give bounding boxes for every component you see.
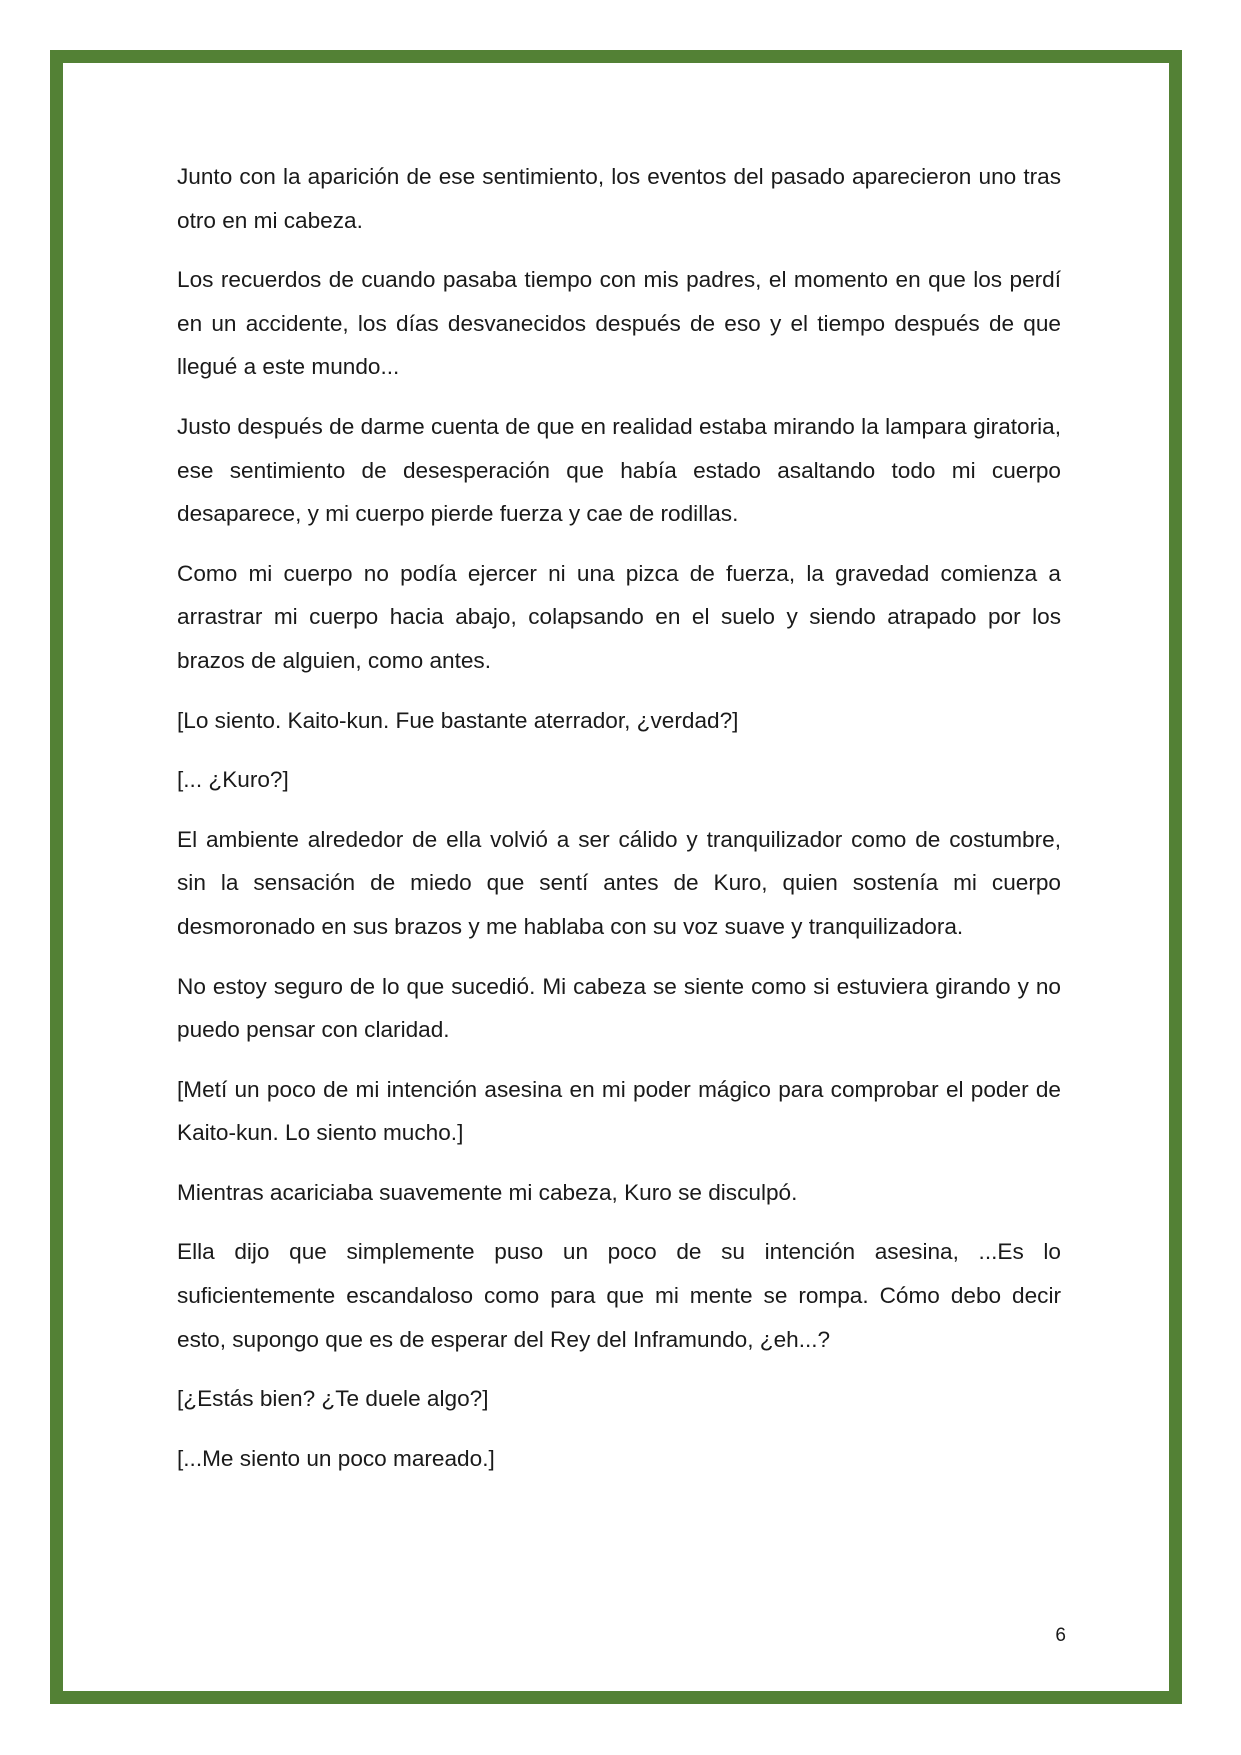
- page-number: 6: [1055, 1625, 1066, 1646]
- dialogue-line: [Lo siento. Kaito-kun. Fue bastante aterrador, ¿verdad?]: [177, 707, 739, 733]
- paragraph: Ella dijo que simplemente puso un poco de su intención asesina, ...Es lo suficientemente escandaloso como para que mi mente se rompa. Cómo debo decir esto, supongo que es de esperar del Rey del Inframundo, ¿eh...?: [177, 1239, 1061, 1352]
- paragraph: Mientras acariciaba suavemente mi cabeza, Kuro se disculpó.: [177, 1179, 798, 1205]
- paragraph: El ambiente alrededor de ella volvió a ser cálido y tranquilizador como de costumbre, sin la sensación de miedo que sentí antes de Kuro, quien sostenía mi cuerpo desmoronado en sus brazos y me hablaba con su voz suave y tranquilizadora.: [177, 826, 1061, 939]
- paragraph: Como mi cuerpo no podía ejercer ni una pizca de fuerza, la gravedad comienza a arrastrar mi cuerpo hacia abajo, colapsando en el suelo y siendo atrapado por los brazos de alguien, como antes.: [177, 560, 1061, 673]
- dialogue-line: [...Me siento un poco mareado.]: [177, 1445, 495, 1471]
- paragraph: No estoy seguro de lo que sucedió. Mi cabeza se siente como si estuviera girando y no puedo pensar con claridad.: [177, 973, 1061, 1043]
- paragraph: Los recuerdos de cuando pasaba tiempo con mis padres, el momento en que los perdí en un accidente, los días desvanecidos después de eso y el tiempo después de que llegué a este mundo...: [177, 267, 1061, 380]
- document-body: [177, 155, 1061, 1496]
- paragraph: Justo después de darme cuenta de que en realidad estaba mirando la lampara giratoria, ese sentimiento de desesperación que había estado asaltando todo mi cuerpo desaparece, y mi cuerpo pierde fuerza y cae de rodillas.: [177, 413, 1061, 527]
- paragraph: Junto con la aparición de ese sentimiento, los eventos del pasado aparecieron uno tras otro en mi cabeza.: [177, 164, 1061, 233]
- dialogue-line: [¿Estás bien? ¿Te duele algo?]: [177, 1386, 489, 1412]
- dialogue-line: [... ¿Kuro?]: [177, 767, 289, 793]
- dialogue-line: [Metí un poco de mi intención asesina en mi poder mágico para comprobar el poder de Kaito-kun. Lo siento mucho.]: [177, 1076, 1061, 1146]
